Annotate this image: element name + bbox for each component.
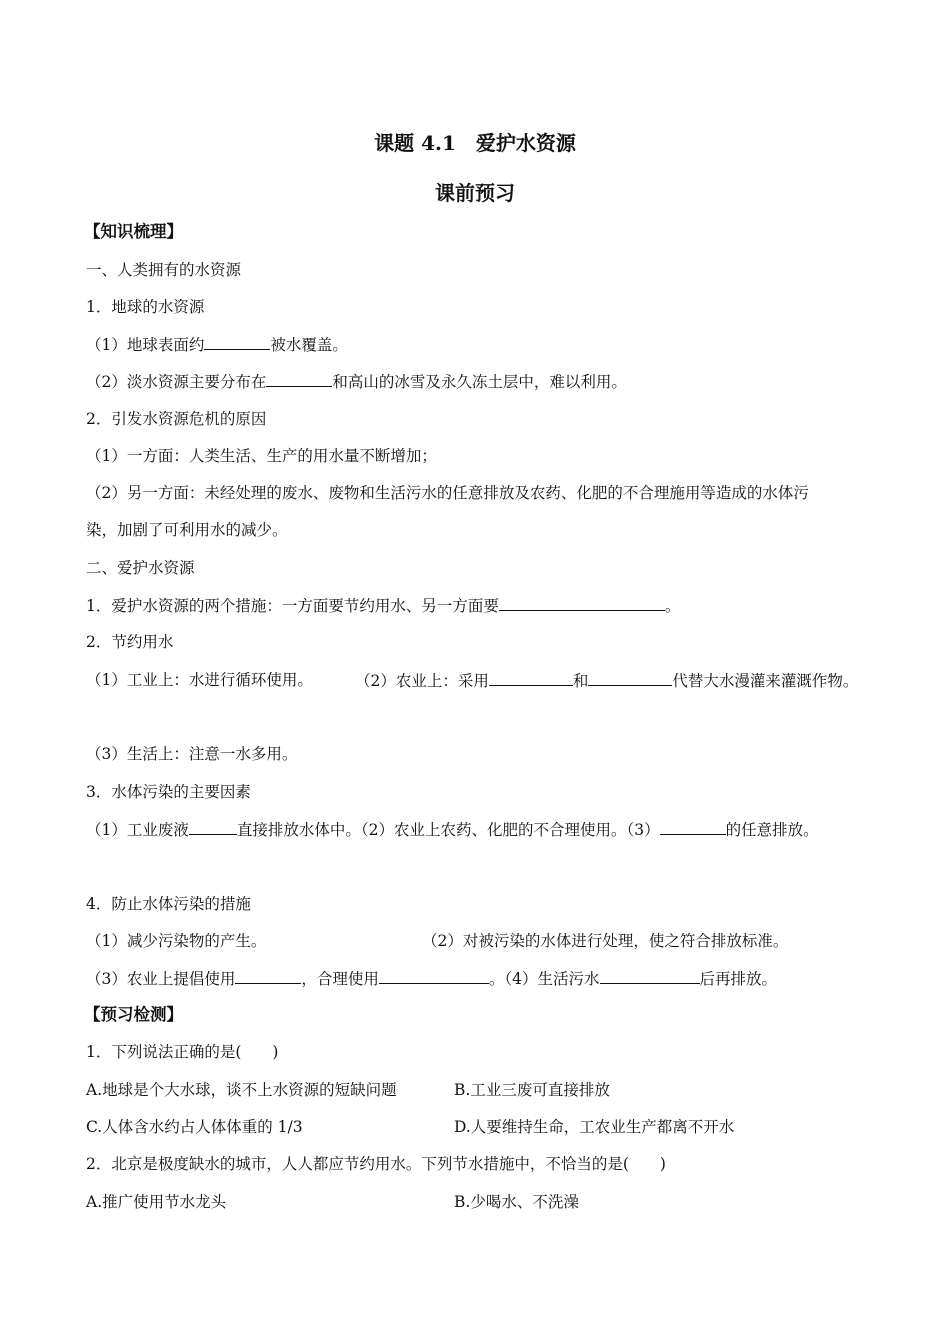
part2-item1: 1．爱护水资源的两个措施：一方面要节约用水、另一方面要 。 (86, 594, 680, 617)
fill-blank (600, 967, 700, 984)
part2-item2-3: （3）生活上：注意一水多用。 (86, 745, 298, 763)
part2-item4-3: （3）农业上提倡使用 ，合理使用 。（4）生活污水 后再排放。 (86, 967, 777, 990)
part2-item4: 4．防止水体污染的措施 (86, 895, 251, 913)
fill-blank (189, 818, 237, 835)
fill-blank (660, 818, 726, 835)
part2-item3: 3．水体污染的主要因素 (86, 783, 251, 801)
page-title: 课题 4.1 爱护水资源 (374, 131, 576, 155)
section-header-knowledge: 【知识梳理】 (84, 222, 183, 241)
part1-item1: 1．地球的水资源 (86, 298, 205, 316)
question-1-option-b: B.工业三废可直接排放 (454, 1081, 610, 1099)
question-2: 2．北京是极度缺水的城市，人人都应节约用水。下列节水措施中，不恰当的是( ) (86, 1155, 666, 1173)
question-1-option-d: D.人要维持生命，工农业生产都离不开水 (454, 1118, 735, 1136)
question-1-option-a: A.地球是个大水球，谈不上水资源的短缺问题 (86, 1081, 397, 1099)
fill-blank (266, 370, 332, 387)
fill-blank (588, 669, 672, 686)
question-1: 1．下列说法正确的是( ) (86, 1043, 279, 1061)
part1-item2: 2．引发水资源危机的原因 (86, 410, 267, 428)
fill-blank (235, 967, 301, 984)
part2-item3-1: （1）工业废液 直接排放水体中。（2）农业上农药、化肥的不合理使用。（3） 的任意排放。 (86, 818, 819, 841)
fill-blank (379, 967, 489, 984)
part2-item4-1: （1）减少污染物的产生。 (86, 932, 267, 950)
part2-item2: 2．节约用水 (86, 633, 174, 651)
section-header-preview-check: 【预习检测】 (84, 1005, 183, 1024)
question-2-option-a: A.推广使用节水龙头 (86, 1193, 227, 1211)
part1-item1-2: （2）淡水资源主要分布在 和高山的冰雪及永久冻土层中，难以利用。 (86, 370, 627, 393)
part1-item2-2b: 染，加剧了可利用水的减少。 (86, 521, 288, 539)
part1-item2-1: （1）一方面：人类生活、生产的用水量不断增加； (86, 447, 437, 465)
fill-blank (499, 594, 665, 611)
part1-item2-2a: （2）另一方面：未经处理的废水、废物和生活污水的任意排放及农药、化肥的不合理施用等造成的水体污 (86, 484, 809, 502)
fill-blank (489, 669, 573, 686)
question-2-option-b: B.少喝水、不洗澡 (454, 1193, 579, 1211)
page-subtitle: 课前预习 (435, 181, 515, 205)
question-1-option-c: C.人体含水约占人体体重的 1/3 (86, 1118, 303, 1136)
part2-item2-1: （1）工业上：水进行循环使用。 (86, 671, 313, 689)
part1-item1-1: （1）地球表面约 被水覆盖。 (86, 333, 348, 356)
part1-heading: 一、人类拥有的水资源 (86, 261, 242, 279)
fill-blank (204, 333, 270, 350)
part2-item4-2: （2）对被污染的水体进行处理，使之符合排放标准。 (422, 932, 789, 950)
part2-heading: 二、爱护水资源 (86, 559, 195, 577)
part2-item2-2: （2）农业上：采用 和 代替大水漫灌来灌溉作物。 (355, 669, 858, 692)
